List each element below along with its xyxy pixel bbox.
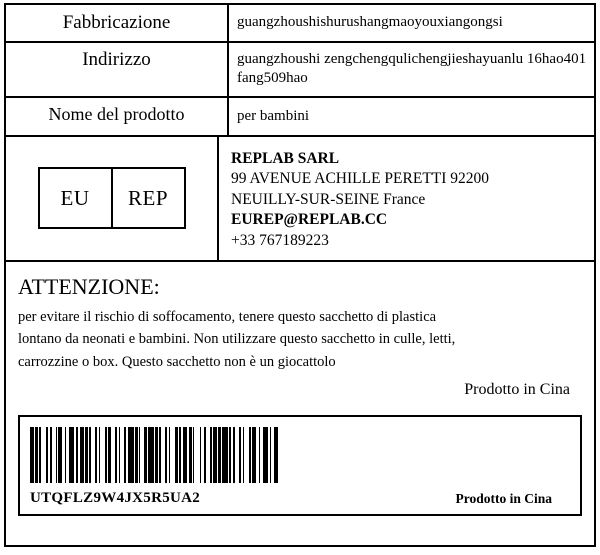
barcode-image bbox=[30, 427, 570, 483]
product-label-sheet bbox=[4, 3, 596, 547]
table-row-manufacture bbox=[6, 5, 594, 42]
eu-rep-badge-eu-text: EU bbox=[60, 185, 90, 210]
table-row-address bbox=[6, 42, 594, 97]
row-value-manufacture: guangzhoushishurushangmaoyouxiangongsi bbox=[228, 5, 594, 42]
eu-rep-company: REPLAB SARL bbox=[231, 149, 340, 167]
eu-rep-address-line2: NEUILLY-SUR-SEINE France bbox=[231, 190, 426, 208]
row-value-product-name: per bambini bbox=[228, 97, 594, 135]
barcode-code-text: UTQFLZ9W4JX5R5UA2 bbox=[30, 490, 201, 507]
eu-rep-badge-cell bbox=[6, 137, 219, 260]
eu-rep-details bbox=[219, 137, 594, 260]
eu-rep-icon bbox=[38, 167, 186, 229]
manufacturer-info-table bbox=[6, 5, 594, 137]
warning-section bbox=[6, 262, 594, 403]
row-label-product-name: Nome del prodotto bbox=[6, 97, 228, 135]
warning-text bbox=[18, 306, 584, 373]
eu-rep-address-line1: 99 AVENUE ACHILLE PERETTI 92200 bbox=[231, 170, 490, 188]
barcode-origin-text: Prodotto in Cina bbox=[455, 491, 552, 507]
barcode-section bbox=[18, 415, 582, 516]
eu-rep-phone: +33 767189223 bbox=[231, 232, 329, 249]
eu-rep-badge-rep-text: REP bbox=[111, 169, 184, 227]
eu-rep-email: EUREP@REPLAB.CC bbox=[231, 211, 388, 229]
barcode-caption-row bbox=[30, 490, 570, 507]
made-in-label: Prodotto in Cina bbox=[464, 381, 570, 399]
row-label-address: Indirizzo bbox=[6, 42, 228, 97]
eu-representative-section bbox=[6, 137, 594, 262]
warning-text-line-1: per evitare il rischio di soffocamento, tenere questo sacchetto di plastica bbox=[18, 308, 437, 325]
table-row-product-name bbox=[6, 97, 594, 135]
warning-title: ATTENZIONE: bbox=[18, 273, 160, 299]
row-value-address: guangzhoushi zengchengqulichengjieshayuanlu 16hao401fang509hao bbox=[228, 42, 594, 97]
warning-text-line-2: lontano da neonati e bambini. Non utilizzare questo sacchetto in culle, letti, bbox=[18, 331, 456, 348]
warning-text-line-3: carrozzine o box. Questo sacchetto non è un giocattolo bbox=[18, 353, 336, 370]
row-label-manufacture: Fabbricazione bbox=[6, 5, 228, 42]
